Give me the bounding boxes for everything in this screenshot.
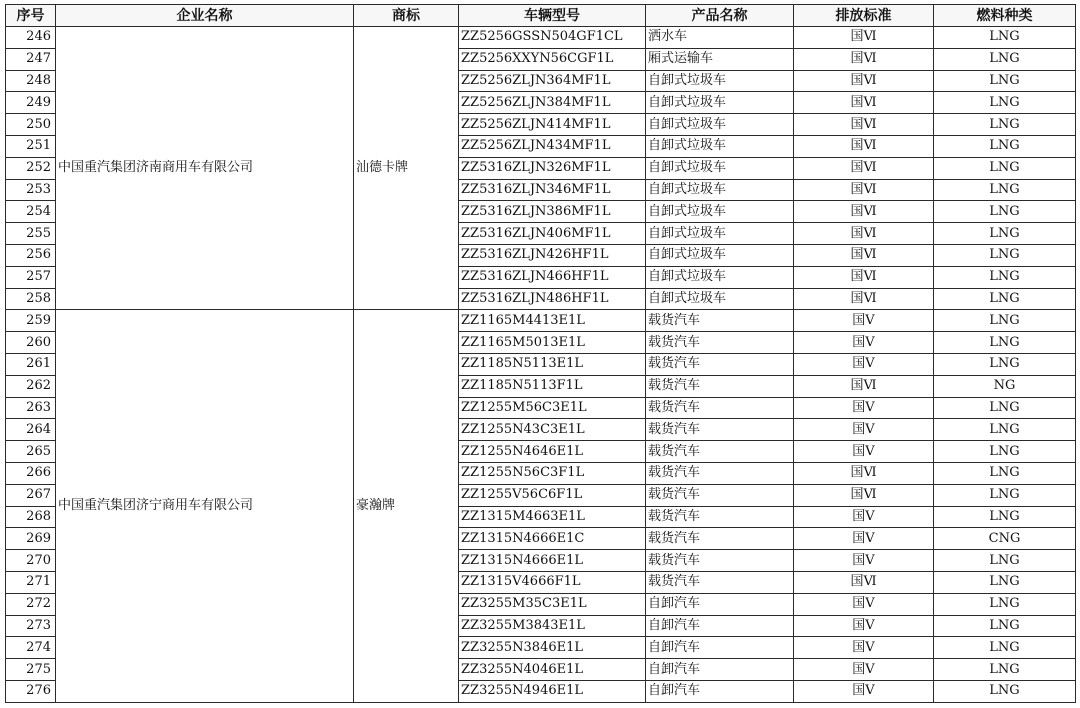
product-name-cell: 载货汽车 bbox=[646, 397, 794, 419]
vehicle-model-cell: ZZ1315V4666F1L bbox=[459, 571, 646, 593]
fuel-type-cell: LNG bbox=[934, 659, 1076, 681]
product-name-cell: 自卸式垃圾车 bbox=[646, 135, 794, 157]
table-body bbox=[6, 27, 1076, 703]
vehicle-model-cell: ZZ5256ZLJN414MF1L bbox=[459, 114, 646, 136]
header-seq: 序号 bbox=[6, 5, 56, 27]
emission-standard-cell: 国Ⅴ bbox=[794, 593, 934, 615]
fuel-type-cell: LNG bbox=[934, 157, 1076, 179]
emission-standard-cell: 国Ⅴ bbox=[794, 332, 934, 354]
vehicle-model-cell: ZZ1255N43C3E1L bbox=[459, 419, 646, 441]
emission-standard-cell: 国Ⅵ bbox=[794, 70, 934, 92]
fuel-type-cell: LNG bbox=[934, 310, 1076, 332]
row-seq-cell: 265 bbox=[6, 441, 56, 463]
vehicle-model-cell: ZZ1315N4666E1C bbox=[459, 528, 646, 550]
emission-standard-cell: 国Ⅵ bbox=[794, 244, 934, 266]
vehicle-model-cell: ZZ5316ZLJN466HF1L bbox=[459, 266, 646, 288]
fuel-type-cell: LNG bbox=[934, 244, 1076, 266]
emission-standard-cell: 国Ⅴ bbox=[794, 353, 934, 375]
header-emission-standard: 排放标准 bbox=[794, 5, 934, 27]
fuel-type-cell: LNG bbox=[934, 27, 1076, 49]
row-seq-cell: 264 bbox=[6, 419, 56, 441]
emission-standard-cell: 国Ⅵ bbox=[794, 27, 934, 49]
fuel-type-cell: LNG bbox=[934, 593, 1076, 615]
header-row bbox=[6, 5, 1076, 27]
emission-standard-cell: 国Ⅵ bbox=[794, 135, 934, 157]
vehicle-model-cell: ZZ1185N5113F1L bbox=[459, 375, 646, 397]
product-name-cell: 自卸汽车 bbox=[646, 615, 794, 637]
product-name-cell: 自卸汽车 bbox=[646, 637, 794, 659]
emission-standard-cell: 国Ⅵ bbox=[794, 179, 934, 201]
product-name-cell: 载货汽车 bbox=[646, 353, 794, 375]
vehicle-model-cell: ZZ1315N4666E1L bbox=[459, 550, 646, 572]
product-name-cell: 自卸汽车 bbox=[646, 680, 794, 702]
fuel-type-cell: LNG bbox=[934, 288, 1076, 310]
product-name-cell: 自卸汽车 bbox=[646, 659, 794, 681]
emission-standard-cell: 国Ⅵ bbox=[794, 201, 934, 223]
fuel-type-cell: LNG bbox=[934, 680, 1076, 702]
fuel-type-cell: CNG bbox=[934, 528, 1076, 550]
fuel-type-cell: LNG bbox=[934, 223, 1076, 245]
product-name-cell: 自卸式垃圾车 bbox=[646, 70, 794, 92]
fuel-type-cell: LNG bbox=[934, 637, 1076, 659]
product-name-cell: 自卸式垃圾车 bbox=[646, 288, 794, 310]
vehicle-model-cell: ZZ1165M4413E1L bbox=[459, 310, 646, 332]
row-seq-cell: 269 bbox=[6, 528, 56, 550]
vehicle-model-cell: ZZ5256ZLJN384MF1L bbox=[459, 92, 646, 114]
emission-standard-cell: 国Ⅵ bbox=[794, 114, 934, 136]
vehicle-model-cell: ZZ5256XXYN56CGF1L bbox=[459, 48, 646, 70]
row-seq-cell: 252 bbox=[6, 157, 56, 179]
product-name-cell: 载货汽车 bbox=[646, 332, 794, 354]
header-company: 企业名称 bbox=[56, 5, 354, 27]
vehicle-model-cell: ZZ1185N5113E1L bbox=[459, 353, 646, 375]
product-name-cell: 自卸式垃圾车 bbox=[646, 114, 794, 136]
emission-standard-cell: 国Ⅵ bbox=[794, 48, 934, 70]
row-seq-cell: 263 bbox=[6, 397, 56, 419]
vehicle-model-cell: ZZ1255N56C3F1L bbox=[459, 462, 646, 484]
product-name-cell: 自卸式垃圾车 bbox=[646, 92, 794, 114]
product-name-cell: 载货汽车 bbox=[646, 484, 794, 506]
product-name-cell: 自卸式垃圾车 bbox=[646, 179, 794, 201]
fuel-type-cell: LNG bbox=[934, 571, 1076, 593]
row-seq-cell: 268 bbox=[6, 506, 56, 528]
product-name-cell: 自卸汽车 bbox=[646, 593, 794, 615]
product-name-cell: 载货汽车 bbox=[646, 310, 794, 332]
product-name-cell: 载货汽车 bbox=[646, 375, 794, 397]
product-name-cell: 载货汽车 bbox=[646, 462, 794, 484]
emission-standard-cell: 国Ⅵ bbox=[794, 375, 934, 397]
fuel-type-cell: LNG bbox=[934, 506, 1076, 528]
row-seq-cell: 273 bbox=[6, 615, 56, 637]
emission-standard-cell: 国Ⅴ bbox=[794, 528, 934, 550]
fuel-type-cell: LNG bbox=[934, 332, 1076, 354]
vehicle-model-cell: ZZ5316ZLJN386MF1L bbox=[459, 201, 646, 223]
row-seq-cell: 271 bbox=[6, 571, 56, 593]
fuel-type-cell: LNG bbox=[934, 441, 1076, 463]
product-name-cell: 载货汽车 bbox=[646, 571, 794, 593]
row-seq-cell: 254 bbox=[6, 201, 56, 223]
fuel-type-cell: LNG bbox=[934, 114, 1076, 136]
row-seq-cell: 272 bbox=[6, 593, 56, 615]
vehicle-model-cell: ZZ3255M3843E1L bbox=[459, 615, 646, 637]
vehicle-model-cell: ZZ5256ZLJN364MF1L bbox=[459, 70, 646, 92]
product-name-cell: 自卸式垃圾车 bbox=[646, 266, 794, 288]
row-seq-cell: 276 bbox=[6, 680, 56, 702]
row-seq-cell: 275 bbox=[6, 659, 56, 681]
fuel-type-cell: LNG bbox=[934, 615, 1076, 637]
row-seq-cell: 260 bbox=[6, 332, 56, 354]
fuel-type-cell: LNG bbox=[934, 70, 1076, 92]
vehicle-model-cell: ZZ5316ZLJN406MF1L bbox=[459, 223, 646, 245]
header-model: 车辆型号 bbox=[459, 5, 646, 27]
emission-standard-cell: 国Ⅵ bbox=[794, 288, 934, 310]
row-seq-cell: 267 bbox=[6, 484, 56, 506]
emission-standard-cell: 国Ⅴ bbox=[794, 637, 934, 659]
company-name-cell: 中国重汽集团济宁商用车有限公司 bbox=[56, 310, 354, 702]
emission-standard-cell: 国Ⅵ bbox=[794, 571, 934, 593]
vehicle-model-cell: ZZ1315M4663E1L bbox=[459, 506, 646, 528]
fuel-type-cell: LNG bbox=[934, 462, 1076, 484]
vehicle-model-cell: ZZ5316ZLJN486HF1L bbox=[459, 288, 646, 310]
row-seq-cell: 249 bbox=[6, 92, 56, 114]
row-seq-cell: 250 bbox=[6, 114, 56, 136]
vehicle-model-cell: ZZ1255V56C6F1L bbox=[459, 484, 646, 506]
emission-standard-cell: 国Ⅴ bbox=[794, 441, 934, 463]
row-seq-cell: 246 bbox=[6, 27, 56, 49]
product-name-cell: 载货汽车 bbox=[646, 528, 794, 550]
vehicle-model-cell: ZZ1165M5013E1L bbox=[459, 332, 646, 354]
product-name-cell: 载货汽车 bbox=[646, 419, 794, 441]
vehicle-model-cell: ZZ1255M56C3E1L bbox=[459, 397, 646, 419]
fuel-type-cell: LNG bbox=[934, 353, 1076, 375]
vehicle-model-cell: ZZ5316ZLJN326MF1L bbox=[459, 157, 646, 179]
brand-name-cell: 豪瀚牌 bbox=[354, 310, 459, 702]
product-name-cell: 洒水车 bbox=[646, 27, 794, 49]
emission-standard-cell: 国Ⅵ bbox=[794, 462, 934, 484]
emission-standard-cell: 国Ⅴ bbox=[794, 680, 934, 702]
product-name-cell: 自卸式垃圾车 bbox=[646, 244, 794, 266]
row-seq-cell: 255 bbox=[6, 223, 56, 245]
emission-standard-cell: 国Ⅴ bbox=[794, 310, 934, 332]
row-seq-cell: 270 bbox=[6, 550, 56, 572]
emission-standard-cell: 国Ⅵ bbox=[794, 92, 934, 114]
row-seq-cell: 259 bbox=[6, 310, 56, 332]
vehicle-model-cell: ZZ5256ZLJN434MF1L bbox=[459, 135, 646, 157]
emission-standard-cell: 国Ⅵ bbox=[794, 266, 934, 288]
emission-standard-cell: 国Ⅴ bbox=[794, 550, 934, 572]
fuel-type-cell: LNG bbox=[934, 48, 1076, 70]
fuel-type-cell: LNG bbox=[934, 266, 1076, 288]
emission-standard-cell: 国Ⅵ bbox=[794, 157, 934, 179]
emission-standard-cell: 国Ⅵ bbox=[794, 484, 934, 506]
brand-name-cell: 汕德卡牌 bbox=[354, 27, 459, 310]
vehicle-catalog-table bbox=[5, 4, 1076, 703]
vehicle-model-cell: ZZ5316ZLJN426HF1L bbox=[459, 244, 646, 266]
fuel-type-cell: LNG bbox=[934, 550, 1076, 572]
row-seq-cell: 251 bbox=[6, 135, 56, 157]
header-brand: 商标 bbox=[354, 5, 459, 27]
row-seq-cell: 261 bbox=[6, 353, 56, 375]
row-seq-cell: 274 bbox=[6, 637, 56, 659]
fuel-type-cell: NG bbox=[934, 375, 1076, 397]
product-name-cell: 载货汽车 bbox=[646, 441, 794, 463]
row-seq-cell: 258 bbox=[6, 288, 56, 310]
product-name-cell: 厢式运输车 bbox=[646, 48, 794, 70]
company-name-cell: 中国重汽集团济南商用车有限公司 bbox=[56, 27, 354, 310]
product-name-cell: 自卸式垃圾车 bbox=[646, 201, 794, 223]
fuel-type-cell: LNG bbox=[934, 201, 1076, 223]
emission-standard-cell: 国Ⅵ bbox=[794, 223, 934, 245]
fuel-type-cell: LNG bbox=[934, 179, 1076, 201]
product-name-cell: 载货汽车 bbox=[646, 550, 794, 572]
fuel-type-cell: LNG bbox=[934, 397, 1076, 419]
fuel-type-cell: LNG bbox=[934, 135, 1076, 157]
row-seq-cell: 256 bbox=[6, 244, 56, 266]
product-name-cell: 自卸式垃圾车 bbox=[646, 223, 794, 245]
emission-standard-cell: 国Ⅴ bbox=[794, 506, 934, 528]
row-seq-cell: 248 bbox=[6, 70, 56, 92]
emission-standard-cell: 国Ⅴ bbox=[794, 659, 934, 681]
table-row bbox=[6, 27, 1076, 49]
row-seq-cell: 253 bbox=[6, 179, 56, 201]
emission-standard-cell: 国Ⅴ bbox=[794, 419, 934, 441]
product-name-cell: 自卸式垃圾车 bbox=[646, 157, 794, 179]
vehicle-model-cell: ZZ3255N4946E1L bbox=[459, 680, 646, 702]
fuel-type-cell: LNG bbox=[934, 484, 1076, 506]
vehicle-model-cell: ZZ5256GSSN504GF1CL bbox=[459, 27, 646, 49]
header-fuel-type: 燃料种类 bbox=[934, 5, 1076, 27]
vehicle-model-cell: ZZ3255N3846E1L bbox=[459, 637, 646, 659]
fuel-type-cell: LNG bbox=[934, 419, 1076, 441]
row-seq-cell: 247 bbox=[6, 48, 56, 70]
product-name-cell: 载货汽车 bbox=[646, 506, 794, 528]
vehicle-model-cell: ZZ5316ZLJN346MF1L bbox=[459, 179, 646, 201]
table-row bbox=[6, 310, 1076, 332]
row-seq-cell: 262 bbox=[6, 375, 56, 397]
fuel-type-cell: LNG bbox=[934, 92, 1076, 114]
row-seq-cell: 257 bbox=[6, 266, 56, 288]
emission-standard-cell: 国Ⅴ bbox=[794, 615, 934, 637]
header-product: 产品名称 bbox=[646, 5, 794, 27]
vehicle-model-cell: ZZ1255N4646E1L bbox=[459, 441, 646, 463]
vehicle-model-cell: ZZ3255N4046E1L bbox=[459, 659, 646, 681]
emission-standard-cell: 国Ⅴ bbox=[794, 397, 934, 419]
vehicle-model-cell: ZZ3255M35C3E1L bbox=[459, 593, 646, 615]
row-seq-cell: 266 bbox=[6, 462, 56, 484]
